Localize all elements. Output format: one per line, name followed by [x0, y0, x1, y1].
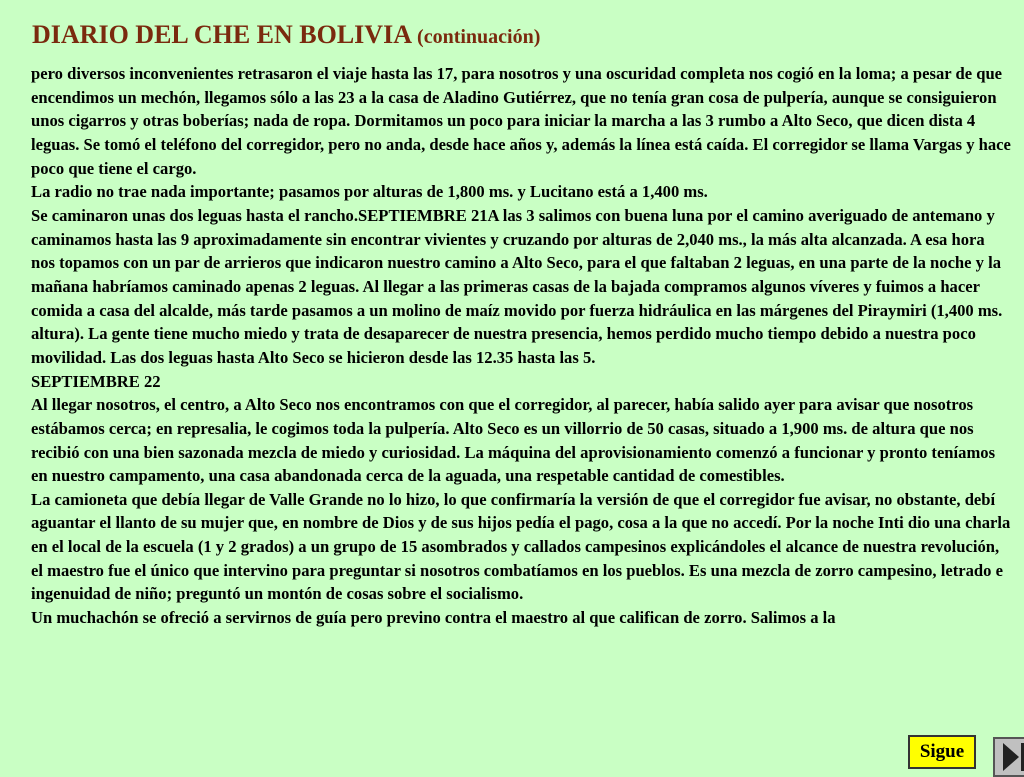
- paragraph: Al llegar nosotros, el centro, a Alto Seco nos encontramos con que el corregidor, al parecer, había salido ayer para avisar que nosotros estábamos cerca; en represalia, le cogimos toda la pulpería. Alto Seco es un villorrio de 50 casas, situado a 1,900 ms. de altura que nos recibió con una bien sazonada mezcla de miedo y curiosidad. La máquina del aprovisionamiento comenzó a funcionar y pronto teníamos en nuestro campamento, una casa abandonada cerca de la aguada, una respetable cantidad de comestibles.: [31, 395, 996, 486]
- page-title: [32, 20, 540, 50]
- paragraph: Se caminaron unas dos leguas hasta el rancho.SEPTIEMBRE 21A las 3 salimos con buena luna por el camino averiguado de antemano y caminamos hasta las 9 aproximadamente sin encontrar vivientes y cruzando por alturas de 2,040 ms., la más alta alcanzada. A esa hora nos topamos con un par de arrieros que indicaron nuestro camino a Alto Seco, para el que faltaban 2 leguas, en una parte de la noche y la mañana habríamos caminado apenas 2 leguas. Al llegar a las primeras casas de la bajada compramos algunos víveres y fuimos a hacer comida a casa del alcalde, más tarde pasamos a un molino de maíz movido por fuerza hidráulica en las márgenes del Piraymiri (1,400 ms. altura). La gente tiene mucho miedo y trata de desaparecer de nuestra presencia, hemos perdido mucho tiempo debido a nuestra poco movilidad. Las dos leguas hasta Alto Seco se hicieron desde las 12.35 hasta las 5.: [31, 205, 1003, 367]
- paragraph: Un muchachón se ofreció a servirnos de guía pero previno contra el maestro al que califican de zorro. Salimos a la: [31, 608, 836, 628]
- end-button[interactable]: [993, 737, 1024, 777]
- next-button[interactable]: Sigue: [908, 735, 976, 769]
- paragraph: SEPTIEMBRE 22: [31, 371, 161, 391]
- paragraph: La camioneta que debía llegar de Valle Grande no lo hizo, lo que confirmaría la versión de que el corregidor fue avisar, no obstante, debí aguantar el llanto de su mujer que, en nombre de Dios y de sus hijos pedía el pago, cosa a la que no accedí. Por la noche Inti dio una charla en el local de la escuela (1 y 2 grados) a un grupo de 15 asombrados y callados campesinos explicándoles el alcance de nuestra revolución, el maestro fue el único que intervino para preguntar si nosotros combatíamos en los pueblos. Es una mezcla de zorro campesino, letrado e ingenuidad de niño; preguntó un montón de cosas sobre el socialismo.: [31, 489, 1011, 604]
- title-text: DIARIO DEL CHE EN BOLIVIA: [32, 20, 411, 49]
- paragraph: La radio no trae nada importante; pasamos por alturas de 1,800 ms. y Lucitano está a 1,400 ms.: [31, 182, 708, 202]
- paragraph: pero diversos inconvenientes retrasaron el viaje hasta las 17, para nosotros y una oscuridad completa nos cogió en la loma; a pesar de que encendimos un mechón, llegamos sólo a las 23 a la casa de Aladino Gutiérrez, que no tenía gran cosa de pulpería, aunque se consiguieron unos cigarros y otras boberías; nada de ropa. Dormitamos un poco para iniciar la marcha a las 3 rumbo a Alto Seco, que dicen dista 4 leguas. Se tomó el teléfono del corregidor, pero no anda, desde hace años y, además la línea está caída. El corregidor se llama Vargas y hace poco que tiene el cargo.: [31, 64, 1011, 178]
- end-icon: [995, 739, 1024, 775]
- title-subtitle: (continuación): [417, 26, 541, 48]
- diary-text: [31, 62, 1011, 630]
